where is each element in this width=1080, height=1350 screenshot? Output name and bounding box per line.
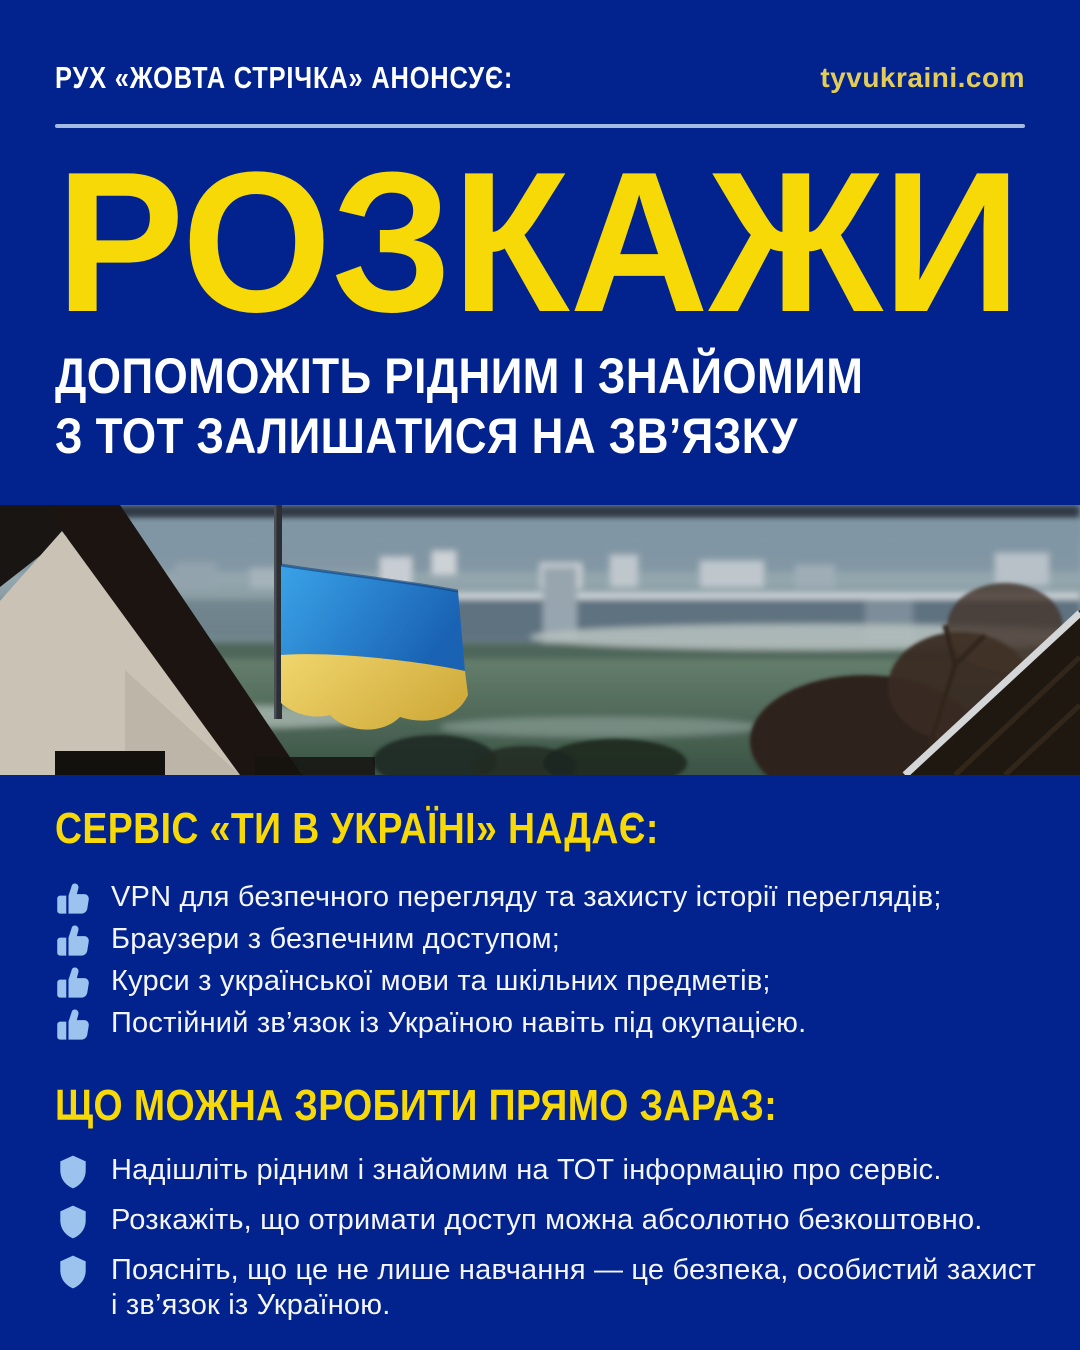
poster-title-canvas (52, 156, 1032, 326)
service-item-text: Курси з української мови та шкільних предметів; (111, 965, 771, 997)
shield-icon (55, 1204, 91, 1240)
service-item (55, 964, 1040, 1001)
thumbs-up-icon (55, 881, 91, 917)
action-item-text: Поясніть, що це не лише навчання — це безпека, особистий захист і зв’язок із Україною. (111, 1254, 1037, 1321)
service-item-text: Браузери з безпечним доступом; (111, 923, 561, 955)
poster-title: РОЗКАЖИ (56, 156, 1021, 326)
flag-pole (274, 505, 282, 719)
subtitle-line-2: З ТОТ ЗАЛИШАТИСЯ НА ЗВ’ЯЗКУ (55, 408, 798, 464)
action-item (55, 1253, 1040, 1323)
content-sections (55, 806, 1040, 1336)
announcer-text: РУХ «ЖОВТА СТРІЧКА» АНОНСУЄ: (55, 60, 514, 95)
service-item (55, 1006, 1040, 1043)
services-heading: СЕРВІС «ТИ В УКРАЇНІ» НАДАЄ: (55, 804, 659, 853)
service-item (55, 922, 1040, 959)
actions-heading: ЩО МОЖНА ЗРОБИТИ ПРЯМО ЗАРАЗ: (55, 1081, 778, 1130)
thumbs-up-icon (55, 965, 91, 1001)
site-link[interactable]: tyvukraini.com (820, 62, 1025, 93)
subtitle-line-1: ДОПОМОЖІТЬ РІДНИМ І ЗНАЙОМИМ (55, 348, 864, 404)
thumbs-up-icon (55, 923, 91, 959)
poster-subtitle (55, 346, 863, 466)
thumbs-up-icon (55, 1007, 91, 1043)
flag-photo (0, 505, 1080, 775)
action-item-text: Надішліть рідним і знайомим на ТОТ інформацію про сервіс. (111, 1154, 942, 1186)
services-list (55, 880, 1040, 1043)
service-item (55, 880, 1040, 917)
header-divider (55, 124, 1025, 128)
ukraine-flag (281, 565, 468, 730)
flag-photo-canvas (0, 505, 1080, 775)
action-item (55, 1203, 1040, 1240)
action-item-text: Розкажіть, що отримати доступ можна абсолютно безкоштовно. (111, 1204, 983, 1236)
shield-icon (55, 1254, 91, 1290)
actions-list (55, 1153, 1040, 1323)
action-item (55, 1153, 1040, 1190)
service-item-text: VPN для безпечного перегляду та захисту історії переглядів; (111, 881, 942, 913)
service-item-text: Постійний зв’язок із Україною навіть під окупацією. (111, 1007, 807, 1039)
shield-icon (55, 1154, 91, 1190)
